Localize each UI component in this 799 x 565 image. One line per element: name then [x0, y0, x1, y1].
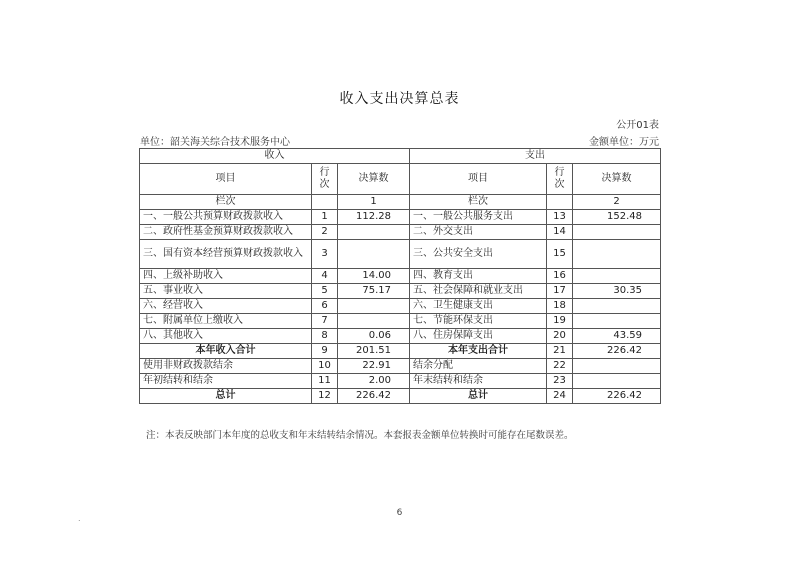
expense-amount — [573, 240, 661, 269]
expense-line-header: 行次 — [547, 164, 573, 195]
income-amount: 75.17 — [338, 284, 410, 299]
page-number: 6 — [396, 508, 403, 518]
income-amount — [338, 240, 410, 269]
income-section-header: 收入 — [140, 149, 410, 164]
document-title: 收入支出决算总表 — [339, 91, 460, 107]
income-amount: 112.28 — [338, 210, 410, 225]
expense-item-header: 项目 — [410, 164, 547, 195]
income-item-header: 项目 — [140, 164, 312, 195]
table-row — [140, 299, 661, 314]
table-row — [140, 359, 661, 374]
income-amount-header: 决算数 — [338, 164, 410, 195]
income-item: 八、其他收入 — [140, 329, 312, 344]
income-total-label: 总计 — [140, 389, 312, 404]
expense-amount — [573, 225, 661, 240]
income-amount: 14.00 — [338, 269, 410, 284]
income-line: 3 — [312, 240, 338, 269]
expense-item: 二、外交支出 — [410, 225, 547, 240]
income-subtotal-label: 本年收入合计 — [140, 344, 312, 359]
income-line: 4 — [312, 269, 338, 284]
income-item: 四、上级补助收入 — [140, 269, 312, 284]
table-note: 注：本表反映部门本年度的总收支和年末结转结余情况。本套报表金额单位转换时可能存在尾数误差。 — [146, 430, 574, 441]
income-item: 七、附属单位上缴收入 — [140, 314, 312, 329]
expense-line: 16 — [547, 269, 573, 284]
subtotal-row — [140, 344, 661, 359]
table-row — [140, 269, 661, 284]
table-row — [140, 329, 661, 344]
income-amount — [338, 225, 410, 240]
expense-total-label: 总计 — [410, 389, 547, 404]
income-subtotal-amount: 201.51 — [338, 344, 410, 359]
reporting-unit: 单位：韶关海关综合技术服务中心 — [140, 137, 290, 148]
income-amount: 22.91 — [338, 359, 410, 374]
table-row — [140, 240, 661, 269]
expense-line: 17 — [547, 284, 573, 299]
income-line: 1 — [312, 210, 338, 225]
income-amount: 0.06 — [338, 329, 410, 344]
expense-line: 14 — [547, 225, 573, 240]
expense-line: 21 — [547, 344, 573, 359]
expense-line: 24 — [547, 389, 573, 404]
income-line: 2 — [312, 225, 338, 240]
table-row — [140, 314, 661, 329]
expense-amount — [573, 314, 661, 329]
expense-line: 19 — [547, 314, 573, 329]
income-amount — [338, 314, 410, 329]
expense-column-no: 2 — [573, 195, 661, 210]
expense-line: 13 — [547, 210, 573, 225]
income-item: 三、国有资本经营预算财政拨款收入 — [140, 240, 312, 269]
expense-amount — [573, 374, 661, 389]
expense-item: 八、住房保障支出 — [410, 329, 547, 344]
form-number: 公开01表 — [616, 120, 659, 131]
income-line: 11 — [312, 374, 338, 389]
amount-unit: 金额单位：万元 — [589, 137, 659, 148]
expense-item: 五、社会保障和就业支出 — [410, 284, 547, 299]
income-item: 五、事业收入 — [140, 284, 312, 299]
expense-section-header: 支出 — [410, 149, 661, 164]
expense-item: 三、公共安全支出 — [410, 240, 547, 269]
expense-item: 七、节能环保支出 — [410, 314, 547, 329]
income-expense-table — [139, 148, 661, 404]
table-row — [140, 374, 661, 389]
column-number-row — [140, 195, 661, 210]
table-row — [140, 210, 661, 225]
income-item: 年初结转和结余 — [140, 374, 312, 389]
income-line: 10 — [312, 359, 338, 374]
total-row — [140, 389, 661, 404]
corner-mark: . — [78, 514, 81, 523]
section-header-row — [140, 149, 661, 164]
income-item: 二、政府性基金预算财政拨款收入 — [140, 225, 312, 240]
expense-amount: 43.59 — [573, 329, 661, 344]
expense-item: 年末结转和结余 — [410, 374, 547, 389]
income-item: 一、一般公共预算财政拨款收入 — [140, 210, 312, 225]
income-line: 5 — [312, 284, 338, 299]
expense-subtotal-label: 本年支出合计 — [410, 344, 547, 359]
expense-item: 结余分配 — [410, 359, 547, 374]
expense-item: 四、教育支出 — [410, 269, 547, 284]
expense-line: 22 — [547, 359, 573, 374]
expense-line: 23 — [547, 374, 573, 389]
expense-amount — [573, 359, 661, 374]
income-line: 9 — [312, 344, 338, 359]
expense-subtotal-amount: 226.42 — [573, 344, 661, 359]
expense-item: 六、卫生健康支出 — [410, 299, 547, 314]
expense-column-no-label: 栏次 — [410, 195, 547, 210]
expense-amount — [573, 269, 661, 284]
income-column-no-label: 栏次 — [140, 195, 312, 210]
table-row — [140, 284, 661, 299]
expense-total-amount: 226.42 — [573, 389, 661, 404]
income-item: 六、经营收入 — [140, 299, 312, 314]
income-line: 7 — [312, 314, 338, 329]
income-item: 使用非财政拨款结余 — [140, 359, 312, 374]
expense-amount — [573, 299, 661, 314]
income-line-header: 行次 — [312, 164, 338, 195]
income-amount — [338, 299, 410, 314]
expense-line: 20 — [547, 329, 573, 344]
table-row — [140, 225, 661, 240]
income-line: 12 — [312, 389, 338, 404]
expense-amount-header: 决算数 — [573, 164, 661, 195]
income-total-amount: 226.42 — [338, 389, 410, 404]
income-line: 8 — [312, 329, 338, 344]
expense-line: 18 — [547, 299, 573, 314]
income-amount: 2.00 — [338, 374, 410, 389]
expense-item: 一、一般公共服务支出 — [410, 210, 547, 225]
expense-amount: 152.48 — [573, 210, 661, 225]
expense-line: 15 — [547, 240, 573, 269]
income-column-no: 1 — [338, 195, 410, 210]
income-line: 6 — [312, 299, 338, 314]
column-header-row — [140, 164, 661, 195]
expense-amount: 30.35 — [573, 284, 661, 299]
